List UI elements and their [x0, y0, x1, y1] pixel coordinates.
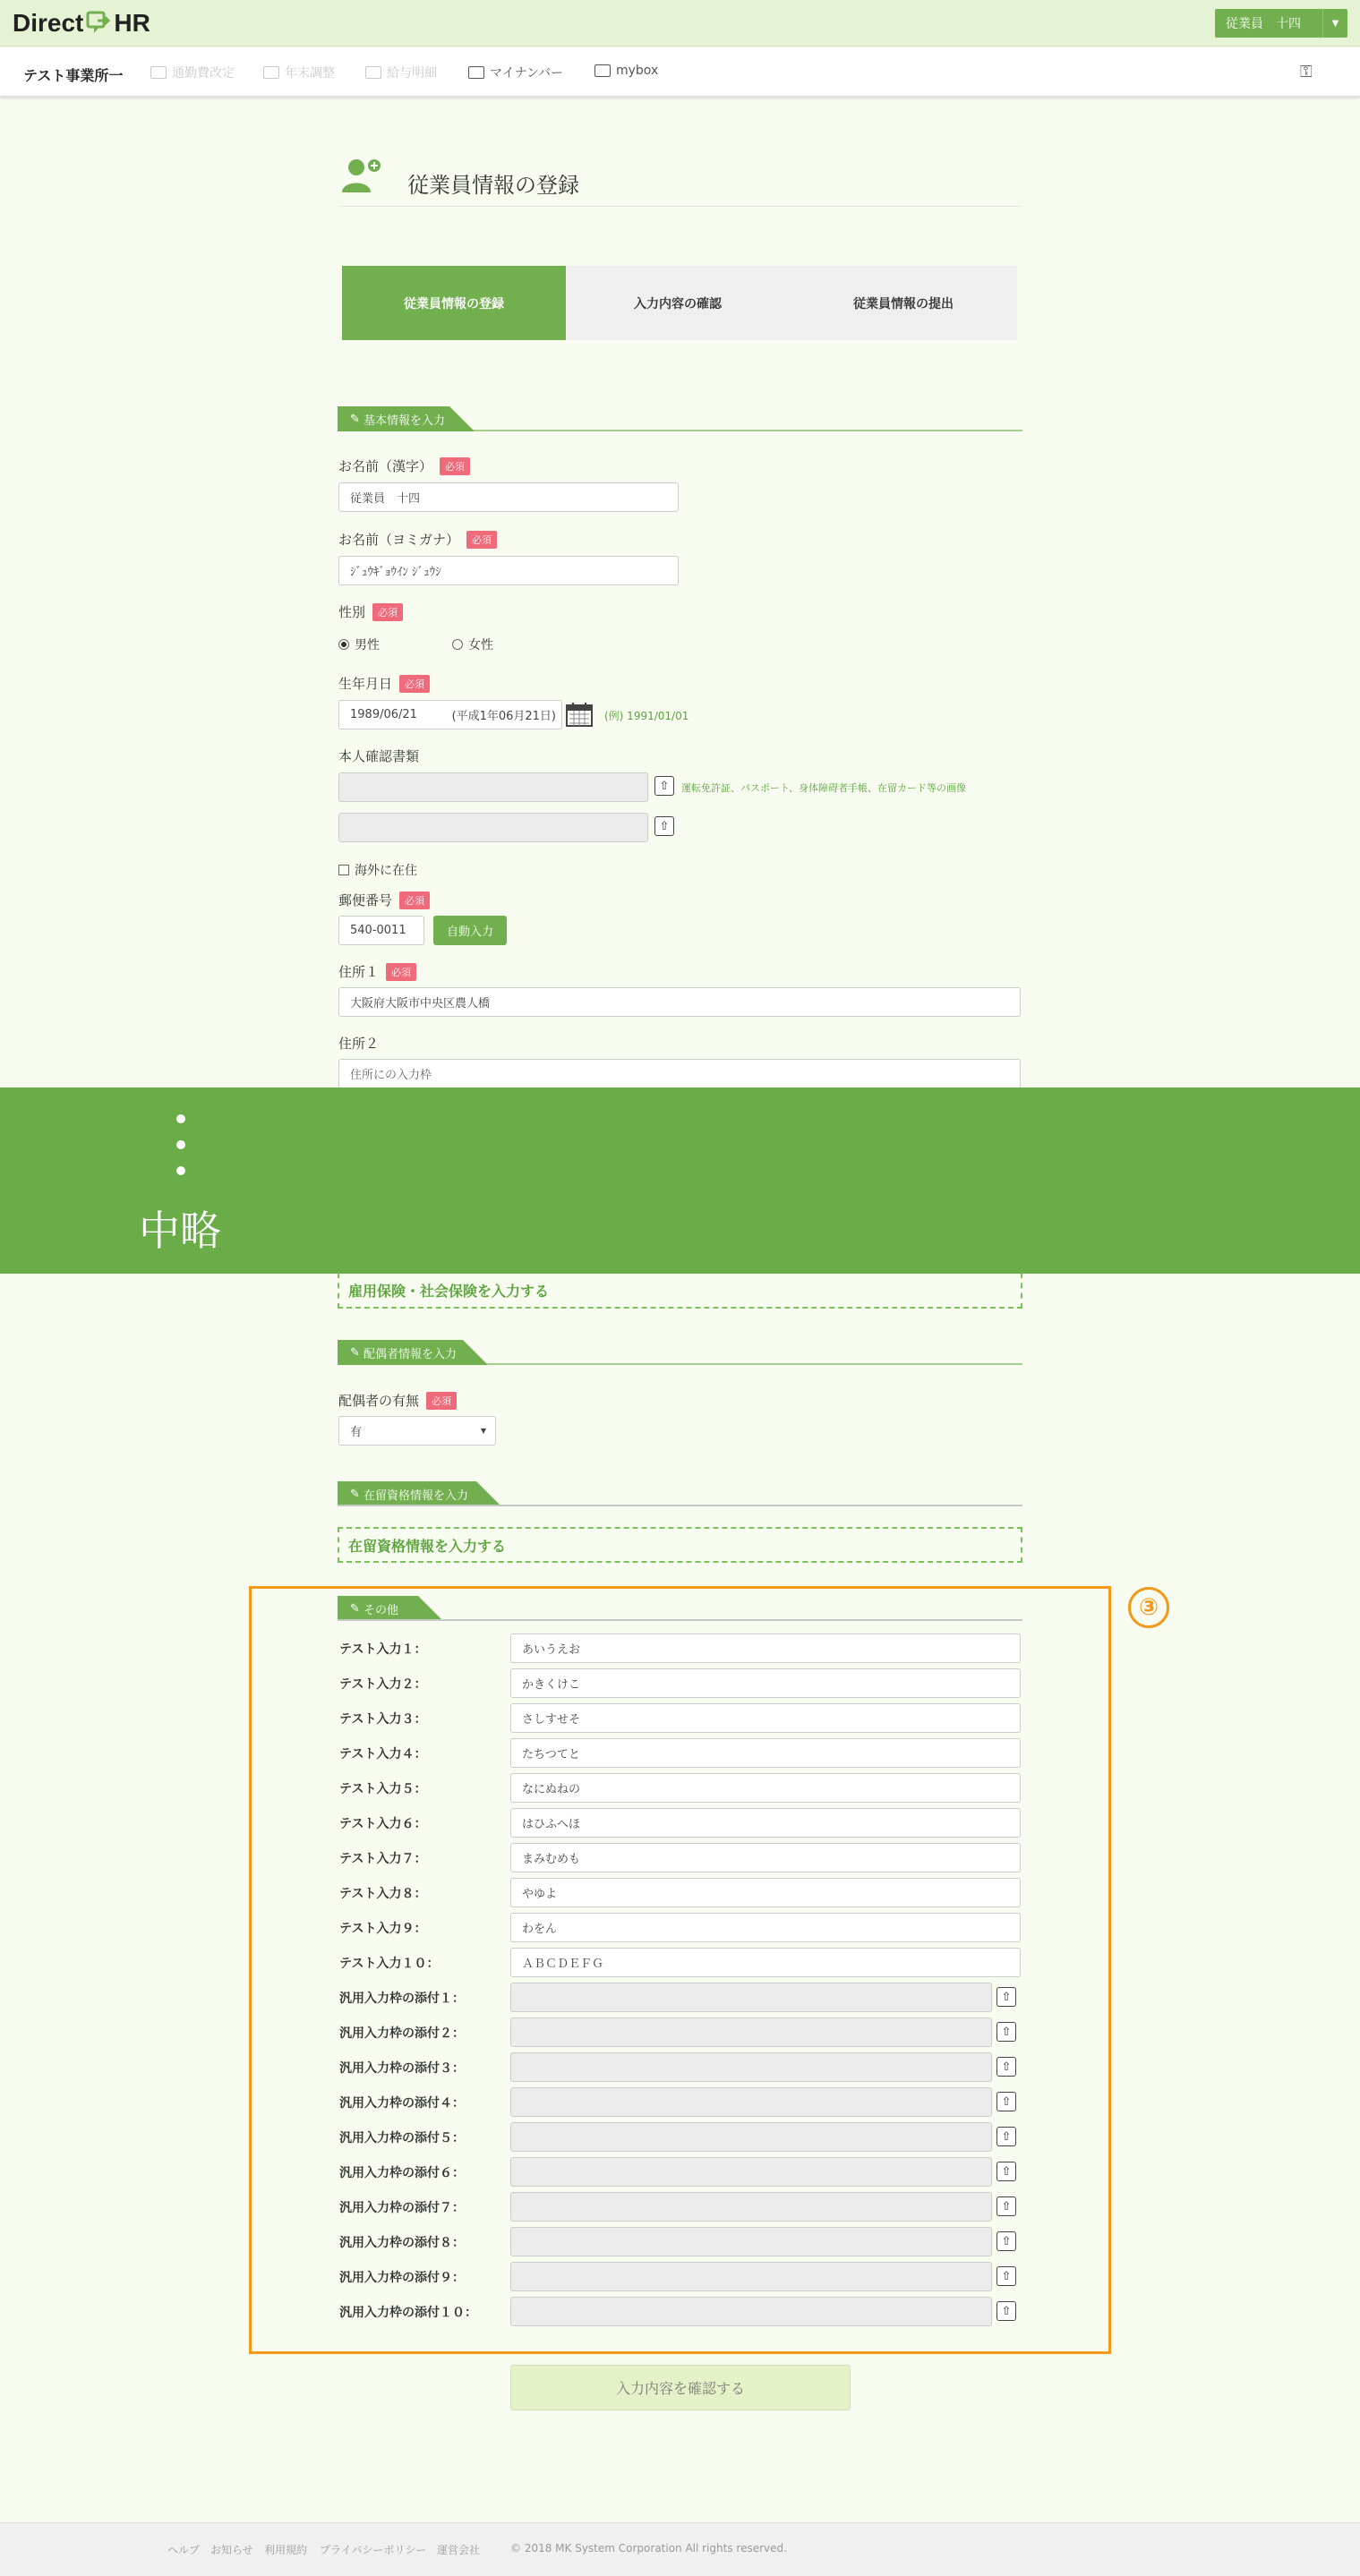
- birthdate-wareki: (平成1年06月21日): [451, 710, 556, 723]
- id-card-icon: [468, 66, 484, 79]
- pencil-icon: ✎: [350, 412, 364, 426]
- confirm-button[interactable]: 入力内容を確認する: [510, 2365, 851, 2410]
- radio-unchecked-icon: [452, 639, 463, 650]
- label-text: 本人確認書類: [338, 748, 420, 764]
- other-file-input[interactable]: [510, 2227, 992, 2256]
- id-doc-label: [338, 746, 419, 765]
- required-badge: 必須: [426, 1392, 457, 1410]
- upload-icon[interactable]: ⇧: [996, 2057, 1016, 2077]
- other-text-input[interactable]: たちつてと: [510, 1738, 1021, 1768]
- top-bar: [0, 0, 1360, 47]
- required-badge: 必須: [399, 891, 430, 909]
- other-file-label: 汎用入力枠の添付１：: [339, 1992, 465, 2006]
- radio-checked-icon: [338, 639, 349, 650]
- name-kana-input[interactable]: ｼﾞｭｳｷﾞｮｳｲﾝ ｼﾞｭｳｼ: [338, 556, 679, 585]
- user-menu-button[interactable]: [1215, 9, 1347, 38]
- other-text-input[interactable]: かきくけこ: [510, 1668, 1021, 1698]
- nav-item-mynumber[interactable]: [468, 64, 563, 81]
- label-text: お名前（ヨミガナ）: [338, 532, 460, 548]
- label-text: 住所１: [338, 964, 380, 980]
- residence-link[interactable]: 在留資格情報を入力する: [338, 1527, 1022, 1563]
- section-header-other: [338, 1596, 1022, 1621]
- main-nav: [0, 47, 1360, 97]
- footer-copyright: © 2018 MK System Corporation All rights reserved.: [510, 2542, 787, 2555]
- label-text: お名前（漢字）: [338, 458, 433, 474]
- id-doc-file-2[interactable]: [338, 813, 648, 842]
- name-kanji-input[interactable]: 従業員 十四: [338, 482, 679, 512]
- other-text-label: テスト入力３：: [339, 1712, 427, 1727]
- other-text-label: テスト入力７：: [339, 1852, 427, 1866]
- calendar-icon[interactable]: [566, 702, 593, 727]
- other-file-input[interactable]: [510, 2087, 992, 2117]
- step-confirm: 入力内容の確認: [566, 266, 790, 340]
- nav-item-label: 給与明細: [387, 66, 437, 81]
- pencil-icon: ✎: [350, 1487, 364, 1501]
- other-text-label: テスト入力９：: [339, 1922, 427, 1936]
- label-text: 性別: [338, 604, 366, 620]
- checkbox-unchecked-icon: [338, 865, 349, 875]
- app-logo[interactable]: [13, 9, 150, 38]
- other-text-input[interactable]: さしすせそ: [510, 1703, 1021, 1733]
- upload-icon[interactable]: ⇧: [654, 816, 674, 836]
- select-value: 有: [350, 1426, 363, 1439]
- other-text-input[interactable]: わをん: [510, 1913, 1021, 1942]
- nav-item-label: 通勤費改定: [172, 66, 235, 81]
- upload-icon[interactable]: ⇧: [654, 776, 674, 796]
- ellipsis-dot: [176, 1114, 185, 1123]
- upload-icon[interactable]: ⇧: [996, 2022, 1016, 2042]
- section-header-residence: [338, 1481, 1022, 1506]
- other-text-label: テスト入力６：: [339, 1817, 427, 1831]
- other-text-label: テスト入力１０：: [339, 1957, 440, 1971]
- upload-icon[interactable]: ⇧: [996, 2196, 1016, 2216]
- nav-item-label: マイナンバー: [490, 66, 564, 81]
- other-text-input[interactable]: あいうえお: [510, 1633, 1021, 1663]
- footer-link-news[interactable]: お知らせ: [210, 2544, 253, 2556]
- other-file-label: 汎用入力枠の添付２：: [339, 2026, 465, 2041]
- id-doc-hint: 運転免許証、パスポート、身体障碍者手帳、在留カード等の画像: [681, 782, 967, 794]
- name-kanji-label: [338, 456, 470, 475]
- section-title: 配偶者情報を入力: [364, 1347, 458, 1361]
- logo-chat-icon: [85, 10, 112, 37]
- overseas-checkbox[interactable]: [338, 861, 417, 879]
- logo-text-hr: HR: [114, 9, 150, 37]
- upload-icon[interactable]: ⇧: [996, 2301, 1016, 2321]
- nav-item-label: 年末調整: [285, 66, 335, 81]
- other-file-input[interactable]: [510, 2052, 992, 2082]
- section-header-spouse: [338, 1340, 1022, 1365]
- birthdate-example: (例) 1991/01/01: [604, 710, 689, 722]
- other-text-label: テスト入力８：: [339, 1887, 427, 1901]
- zip-label: [338, 891, 430, 909]
- ellipsis-dot: [176, 1140, 185, 1149]
- insurance-link[interactable]: 雇用保険・社会保険を入力する: [338, 1273, 1022, 1309]
- chevron-down-icon[interactable]: ▼: [1322, 9, 1347, 38]
- required-badge: 必須: [386, 963, 416, 981]
- upload-icon[interactable]: ⇧: [996, 1987, 1016, 2007]
- chevron-down-icon: ▼: [480, 1427, 486, 1435]
- other-file-input[interactable]: [510, 2017, 992, 2047]
- zip-input[interactable]: 540-0011: [338, 916, 424, 945]
- logo-text-direct: Direct: [13, 9, 84, 37]
- company-name[interactable]: テスト事業所一: [23, 67, 124, 84]
- page-title: 従業員情報の登録: [407, 173, 579, 198]
- other-text-label: テスト入力２：: [339, 1677, 427, 1692]
- omitted-label: 中略: [139, 1207, 221, 1255]
- address2-input[interactable]: 住所にの入力枠: [338, 1059, 1021, 1088]
- other-file-input[interactable]: [510, 2157, 992, 2187]
- other-text-input[interactable]: やゆよ: [510, 1878, 1021, 1907]
- other-file-input[interactable]: [510, 2122, 992, 2152]
- nav-item-year-end[interactable]: [263, 64, 335, 81]
- footer-link-help[interactable]: ヘルプ: [167, 2544, 201, 2556]
- key-icon[interactable]: ⚿: [1300, 63, 1313, 81]
- upload-icon[interactable]: ⇧: [996, 2162, 1016, 2181]
- other-file-input[interactable]: [510, 2297, 992, 2326]
- footer-link-terms[interactable]: 利用規約: [264, 2544, 308, 2556]
- other-file-input[interactable]: [510, 2192, 992, 2222]
- id-doc-file-1[interactable]: [338, 772, 648, 802]
- section-title: 在留資格情報を入力: [364, 1488, 469, 1503]
- address1-label: [338, 962, 416, 981]
- step-submit: 従業員情報の提出: [790, 266, 1017, 340]
- title-divider: [340, 206, 1021, 207]
- nav-item-commute[interactable]: [150, 64, 235, 81]
- zip-autofill-button[interactable]: 自動入力: [433, 916, 507, 945]
- nav-item-mybox[interactable]: [594, 64, 658, 78]
- required-badge: 必須: [399, 675, 430, 693]
- label-text: 郵便番号: [338, 892, 393, 908]
- other-file-label: 汎用入力枠の添付３：: [339, 2061, 465, 2076]
- section-header-basic: [338, 406, 1022, 431]
- add-user-icon: [340, 157, 383, 196]
- other-text-label: テスト入力４：: [339, 1747, 427, 1761]
- other-file-label: 汎用入力枠の添付４：: [339, 2096, 465, 2111]
- section-title: その他: [364, 1603, 399, 1617]
- other-file-input[interactable]: [510, 1983, 992, 2012]
- checkbox-label: 海外に在住: [355, 864, 417, 878]
- user-name: 従業員 十四: [1226, 17, 1301, 31]
- gender-label: [338, 602, 403, 621]
- other-text-label: テスト入力１：: [339, 1642, 427, 1657]
- other-file-input[interactable]: [510, 2262, 992, 2291]
- label-text: 住所２: [338, 1036, 380, 1052]
- payslip-icon: [365, 66, 381, 79]
- birthdate-value: 1989/06/21: [350, 708, 417, 721]
- other-file-label: 汎用入力枠の添付６：: [339, 2166, 465, 2180]
- other-text-input[interactable]: ＡＢＣＤＥＦＧ: [510, 1948, 1021, 1977]
- other-file-label: 汎用入力枠の添付８：: [339, 2236, 465, 2250]
- ellipsis-dot: [176, 1166, 185, 1175]
- address1-input[interactable]: 大阪府大阪市中央区農人橋: [338, 987, 1021, 1017]
- birthdate-input[interactable]: [338, 700, 562, 729]
- other-file-label: 汎用入力枠の添付１０：: [339, 2306, 477, 2320]
- spouse-label: [338, 1391, 457, 1410]
- nav-item-label: mybox: [616, 64, 659, 78]
- required-badge: 必須: [440, 457, 470, 475]
- other-text-label: テスト入力５：: [339, 1782, 427, 1796]
- birthdate-label: [338, 674, 430, 693]
- required-badge: 必須: [466, 531, 497, 549]
- pencil-icon: ✎: [350, 1345, 364, 1360]
- radio-label: 男性: [355, 638, 380, 653]
- address2-label: [338, 1034, 379, 1053]
- card-icon: [150, 66, 167, 79]
- label-text: 配偶者の有無: [338, 1393, 420, 1409]
- other-file-label: 汎用入力枠の添付７：: [339, 2201, 465, 2215]
- upload-icon[interactable]: ⇧: [996, 2266, 1016, 2286]
- step-register: 従業員情報の登録: [342, 266, 566, 340]
- other-file-label: 汎用入力枠の添付５：: [339, 2131, 465, 2145]
- box-icon: [594, 64, 611, 77]
- pencil-icon: ✎: [350, 1601, 364, 1616]
- other-text-input[interactable]: なにぬねの: [510, 1773, 1021, 1803]
- label-text: 生年月日: [338, 676, 393, 692]
- footer-link-company[interactable]: 運営会社: [437, 2544, 481, 2556]
- upload-icon[interactable]: ⇧: [996, 2127, 1016, 2146]
- other-file-label: 汎用入力枠の添付９：: [339, 2271, 465, 2285]
- name-kana-label: [338, 530, 497, 549]
- section-title: 基本情報を入力: [364, 414, 446, 428]
- gender-female-radio[interactable]: [452, 635, 493, 653]
- gender-male-radio[interactable]: [338, 635, 380, 653]
- callout-number: ③: [1128, 1587, 1169, 1628]
- footer: [0, 2522, 1360, 2576]
- upload-icon[interactable]: ⇧: [996, 2092, 1016, 2111]
- radio-label: 女性: [468, 638, 493, 653]
- other-text-input[interactable]: まみむめも: [510, 1843, 1021, 1872]
- other-text-input[interactable]: はひふへほ: [510, 1808, 1021, 1838]
- upload-icon[interactable]: ⇧: [996, 2231, 1016, 2251]
- nav-item-payslip[interactable]: [365, 64, 437, 81]
- edit-icon: [263, 66, 279, 79]
- required-badge: 必須: [372, 603, 403, 621]
- spouse-select[interactable]: [338, 1416, 496, 1446]
- footer-link-privacy[interactable]: プライバシーポリシー: [320, 2544, 427, 2556]
